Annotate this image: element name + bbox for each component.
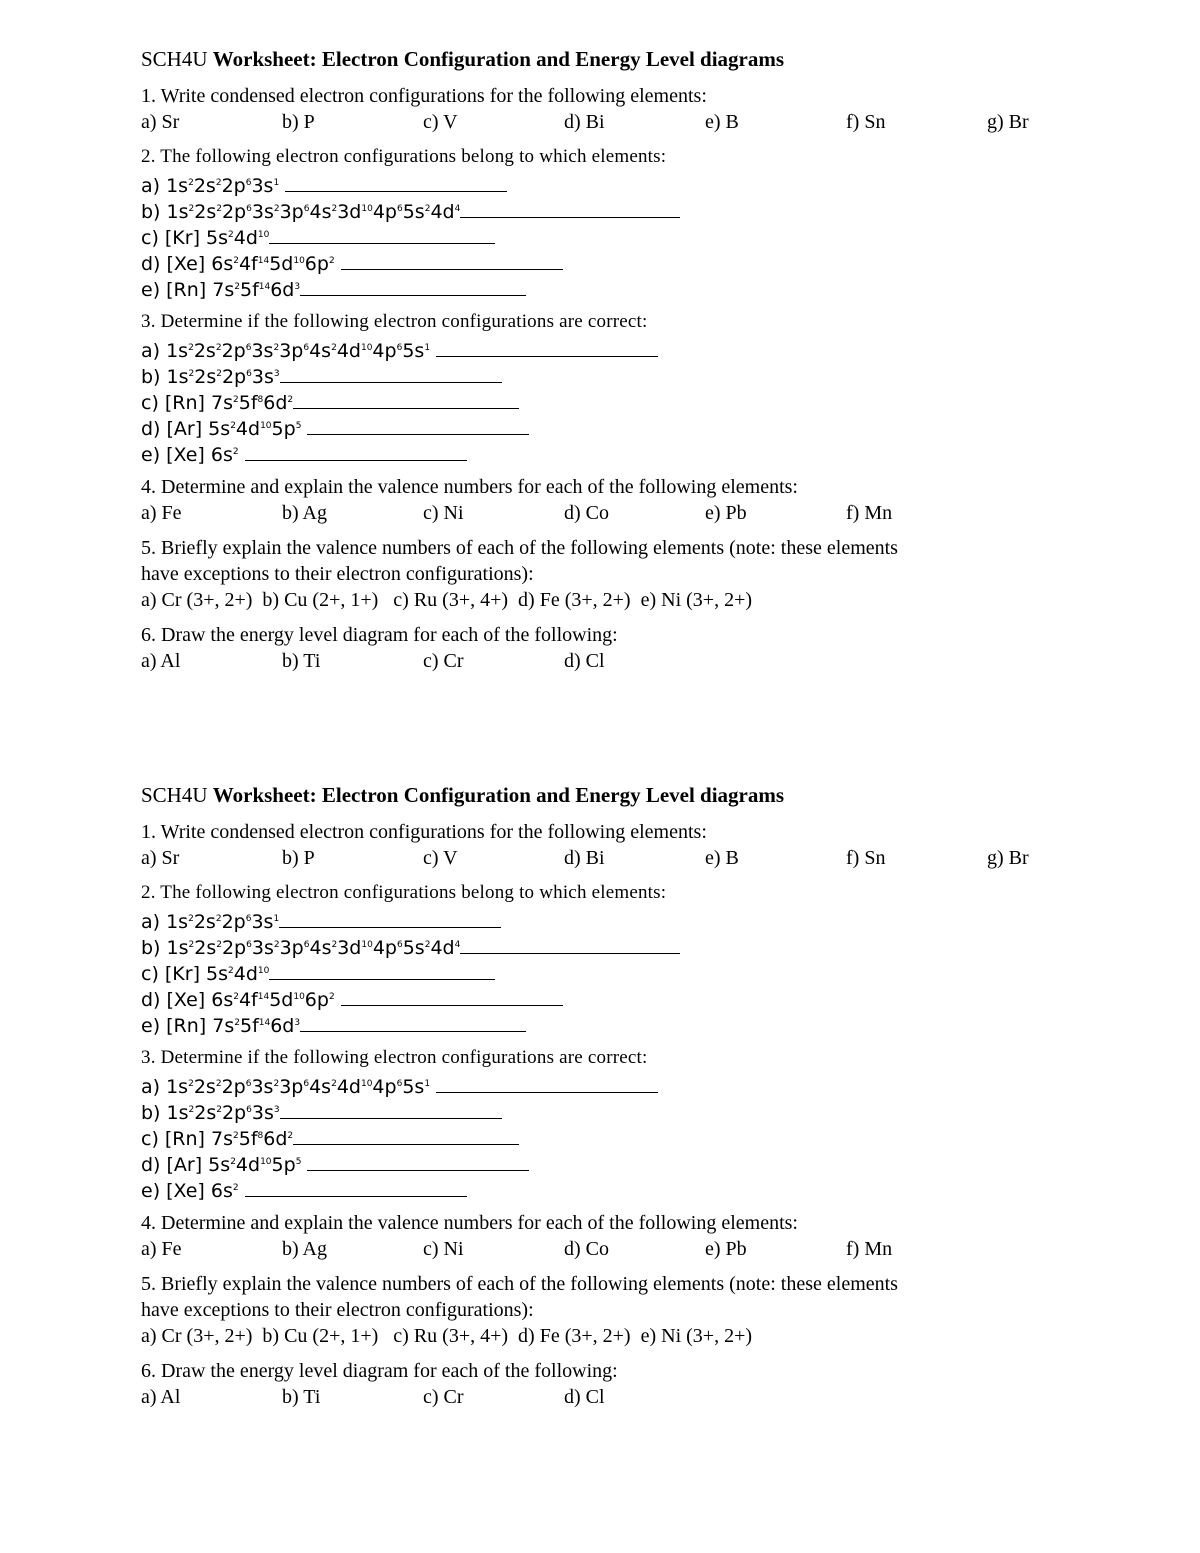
- superscript-count: 6: [245, 1079, 252, 1089]
- element-item: e) Pb: [705, 502, 747, 524]
- superscript-count: 2: [188, 204, 195, 214]
- question-6-elements: [141, 1384, 1101, 1410]
- orbital-label: 2s: [194, 1102, 217, 1124]
- superscript-count: 2: [328, 992, 335, 1002]
- superscript-count: 2: [188, 1105, 195, 1115]
- orbital-label: 5s: [402, 1076, 425, 1098]
- config-line: [141, 413, 1101, 439]
- superscript-count: 3: [273, 1105, 280, 1115]
- superscript-count: 2: [233, 256, 239, 266]
- orbital-label: 3s: [251, 201, 274, 223]
- orbital-label: 5f: [238, 1128, 258, 1150]
- superscript-count: 6: [245, 343, 252, 353]
- superscript-count: 6: [303, 204, 310, 214]
- orbital-label: 5d: [269, 989, 294, 1011]
- config-line: [141, 984, 1101, 1010]
- superscript-count: 10: [361, 940, 373, 950]
- orbital-label: 5p: [271, 418, 296, 440]
- superscript-count: 2: [328, 256, 335, 266]
- orbital-label: 4p: [372, 340, 397, 362]
- question-4-text: 4. Determine and explain the valence numbers for each of the following elements:: [141, 476, 798, 498]
- orbital-label: d) [Ar] 5s: [141, 1154, 231, 1176]
- orbital-label: e) [Xe] 6s: [141, 1180, 233, 1202]
- orbital-label: 2p: [221, 366, 247, 388]
- orbital-label: 4d: [430, 937, 455, 959]
- orbital-label: 2s: [193, 911, 216, 933]
- superscript-count: 6: [246, 204, 252, 214]
- question-2-text: 2. The following electron configurations belong to which elements:: [141, 146, 667, 167]
- orbital-label: 6d: [270, 1015, 295, 1037]
- orbital-label: 3p: [279, 1076, 304, 1098]
- question-1-elements: [141, 109, 1101, 135]
- orbital-label: c) [Kr] 5s: [141, 227, 229, 249]
- answer-blank[interactable]: [341, 251, 563, 270]
- config-line: [141, 248, 1101, 274]
- question-2-text: 2. The following electron configurations belong to which elements:: [141, 882, 667, 903]
- superscript-count: 6: [303, 343, 310, 353]
- answer-blank[interactable]: [307, 1152, 529, 1171]
- answer-blank[interactable]: [436, 1074, 658, 1093]
- element-item: c) Cr: [423, 1386, 464, 1408]
- orbital-label: 3s: [251, 1102, 274, 1124]
- superscript-count: 4: [454, 940, 461, 950]
- config-line: [141, 1010, 1101, 1036]
- question-6-text: 6. Draw the energy level diagram for each of the following:: [141, 624, 618, 646]
- question-6-elements: [141, 648, 1101, 674]
- superscript-count: 8: [257, 1131, 264, 1141]
- question-5-text-cont: have exceptions to their electron configurations):: [141, 1299, 534, 1321]
- superscript-count: 2: [216, 369, 222, 379]
- element-item: c) Cr: [423, 650, 464, 672]
- orbital-label: 5s: [402, 937, 425, 959]
- superscript-count: 10: [361, 204, 373, 214]
- element-item: f) Sn: [846, 847, 886, 869]
- superscript-count: 2: [188, 178, 194, 188]
- config-line: [141, 196, 1101, 222]
- superscript-count: 2: [331, 940, 338, 950]
- superscript-count: 10: [293, 992, 305, 1002]
- superscript-count: 2: [188, 940, 195, 950]
- orbital-label: e) [Xe] 6s: [141, 444, 233, 466]
- question-5-text: 5. Briefly explain the valence numbers of each of the following elements (note: these elements: [141, 1273, 898, 1295]
- element-item: c) V: [423, 111, 458, 133]
- superscript-count: 1: [424, 343, 431, 353]
- config-line: [141, 906, 1101, 932]
- superscript-count: 2: [215, 343, 222, 353]
- orbital-label: 4f: [238, 253, 258, 275]
- question-1-elements: [141, 845, 1101, 871]
- superscript-count: 6: [303, 1079, 310, 1089]
- superscript-count: 10: [257, 966, 270, 976]
- superscript-count: 2: [273, 204, 280, 214]
- answer-blank[interactable]: [436, 338, 658, 357]
- superscript-count: 2: [233, 395, 239, 405]
- element-item: f) Mn: [846, 1238, 893, 1260]
- orbital-label: 6d: [270, 279, 295, 301]
- answer-blank[interactable]: [245, 442, 467, 461]
- orbital-label: 2p: [221, 937, 247, 959]
- orbital-label: 2s: [193, 340, 216, 362]
- orbital-label: b) 1s: [141, 1102, 189, 1124]
- element-item: c) V: [423, 847, 458, 869]
- superscript-count: 6: [246, 1105, 252, 1115]
- element-item: d) Cl: [564, 650, 605, 672]
- superscript-count: 10: [360, 343, 373, 353]
- orbital-label: c) [Rn] 7s: [141, 392, 233, 414]
- orbital-label: b) 1s: [141, 201, 189, 223]
- element-item: a) Al: [141, 650, 181, 672]
- orbital-label: 2s: [194, 201, 217, 223]
- superscript-count: 2: [228, 966, 234, 976]
- orbital-label: d) [Ar] 5s: [141, 418, 231, 440]
- answer-blank[interactable]: [269, 225, 495, 244]
- orbital-label: 4p: [372, 201, 397, 223]
- orbital-label: 2p: [221, 340, 246, 362]
- orbital-label: 4d: [336, 1076, 361, 1098]
- orbital-label: a) 1s: [141, 1076, 189, 1098]
- answer-blank[interactable]: [300, 277, 526, 296]
- element-item: c) Ni: [423, 502, 464, 524]
- orbital-label: 4p: [372, 1076, 397, 1098]
- element-item: a) Fe: [141, 502, 182, 524]
- superscript-count: 1: [424, 1079, 431, 1089]
- orbital-label: b) 1s: [141, 937, 189, 959]
- orbital-label: 4d: [235, 1154, 261, 1176]
- superscript-count: 6: [246, 369, 252, 379]
- orbital-label: 5f: [238, 392, 258, 414]
- superscript-count: 6: [396, 204, 403, 214]
- orbital-label: 3p: [279, 937, 304, 959]
- orbital-label: 6d: [263, 392, 288, 414]
- element-item: b) Ag: [282, 1238, 327, 1260]
- element-item: b) Ti: [282, 650, 321, 672]
- superscript-count: 2: [273, 940, 280, 950]
- worksheet-title: SCH4U Worksheet: Electron Configuration and Energy Level diagrams: [141, 47, 785, 71]
- answer-blank[interactable]: [280, 364, 502, 383]
- orbital-label: 2p: [221, 175, 246, 197]
- superscript-count: 2: [331, 204, 338, 214]
- orbital-label: 3s: [251, 340, 274, 362]
- superscript-count: 8: [257, 395, 264, 405]
- orbital-label: 4d: [235, 418, 261, 440]
- superscript-count: 10: [260, 1157, 272, 1167]
- config-line: [141, 1071, 1101, 1097]
- orbital-label: e) [Rn] 7s: [141, 1015, 235, 1037]
- element-item: c) Ni: [423, 1238, 464, 1260]
- question-5-elements: a) Cr (3+, 2+) b) Cu (2+, 1+) c) Ru (3+, 4+) d) Fe (3+, 2+) e) Ni (3+, 2+): [141, 1325, 753, 1347]
- orbital-label: 2p: [221, 1102, 247, 1124]
- orbital-label: 4p: [372, 937, 397, 959]
- worksheet-copy-1: [141, 44, 1101, 674]
- question-5-text-cont: have exceptions to their electron configurations):: [141, 563, 534, 585]
- superscript-count: 3: [294, 282, 301, 292]
- answer-blank[interactable]: [279, 909, 501, 928]
- superscript-count: 2: [216, 1105, 222, 1115]
- orbital-label: c) [Kr] 5s: [141, 963, 229, 985]
- superscript-count: 2: [233, 992, 239, 1002]
- orbital-label: d) [Xe] 6s: [141, 989, 234, 1011]
- config-line: [141, 170, 1101, 196]
- element-item: b) Ag: [282, 502, 327, 524]
- answer-blank[interactable]: [341, 987, 563, 1006]
- superscript-count: 2: [228, 230, 234, 240]
- answer-blank[interactable]: [300, 1013, 526, 1032]
- orbital-label: 3s: [251, 366, 274, 388]
- superscript-count: 14: [258, 282, 271, 292]
- superscript-count: 2: [233, 1131, 239, 1141]
- superscript-count: 6: [303, 940, 310, 950]
- question-5-elements: a) Cr (3+, 2+) b) Cu (2+, 1+) c) Ru (3+, 4+) d) Fe (3+, 2+) e) Ni (3+, 2+): [141, 589, 753, 611]
- orbital-label: 2s: [194, 366, 217, 388]
- orbital-label: 4s: [309, 1076, 332, 1098]
- superscript-count: 2: [331, 343, 337, 353]
- superscript-count: 10: [257, 230, 270, 240]
- orbital-label: 3d: [337, 937, 362, 959]
- question-3-text: 3. Determine if the following electron configurations are correct:: [141, 311, 648, 332]
- config-line: [141, 335, 1101, 361]
- superscript-count: 3: [273, 369, 280, 379]
- element-item: b) Ti: [282, 1386, 321, 1408]
- answer-blank[interactable]: [285, 173, 507, 192]
- config-line: [141, 1149, 1101, 1175]
- element-item: e) B: [705, 111, 739, 133]
- config-line: [141, 387, 1101, 413]
- superscript-count: 2: [273, 1079, 280, 1089]
- answer-blank[interactable]: [460, 199, 680, 218]
- orbital-label: 4s: [309, 340, 332, 362]
- answer-blank[interactable]: [245, 1178, 467, 1197]
- superscript-count: 2: [424, 940, 431, 950]
- superscript-count: 2: [215, 1079, 222, 1089]
- question-1-text: 1. Write condensed electron configurations for the following elements:: [141, 821, 707, 843]
- question-3-text: 3. Determine if the following electron configurations are correct:: [141, 1047, 648, 1068]
- orbital-label: 3d: [337, 201, 362, 223]
- superscript-count: 10: [360, 1079, 373, 1089]
- superscript-count: 2: [424, 204, 431, 214]
- config-line: [141, 1175, 1101, 1201]
- answer-blank[interactable]: [293, 390, 519, 409]
- superscript-count: 2: [230, 1157, 236, 1167]
- superscript-count: 2: [232, 1183, 239, 1193]
- orbital-label: 4s: [309, 201, 332, 223]
- element-item: d) Bi: [564, 847, 605, 869]
- orbital-label: 2p: [221, 201, 247, 223]
- superscript-count: 6: [245, 178, 252, 188]
- superscript-count: 6: [396, 940, 403, 950]
- orbital-label: 4f: [238, 989, 258, 1011]
- superscript-count: 5: [295, 1157, 302, 1167]
- superscript-count: 14: [258, 1018, 271, 1028]
- superscript-count: 2: [230, 421, 236, 431]
- superscript-count: 6: [396, 1079, 403, 1089]
- superscript-count: 10: [260, 421, 272, 431]
- orbital-label: 5p: [271, 1154, 296, 1176]
- element-item: g) Br: [987, 847, 1029, 869]
- question-6-text: 6. Draw the energy level diagram for each of the following:: [141, 1360, 618, 1382]
- config-line: [141, 958, 1101, 984]
- answer-blank[interactable]: [280, 1100, 502, 1119]
- orbital-label: 2s: [193, 1076, 216, 1098]
- superscript-count: 14: [257, 256, 270, 266]
- superscript-count: 3: [294, 1018, 301, 1028]
- orbital-label: 2s: [193, 175, 216, 197]
- orbital-label: 4d: [430, 201, 455, 223]
- element-item: g) Br: [987, 111, 1029, 133]
- orbital-label: 3s: [251, 1076, 274, 1098]
- element-item: a) Fe: [141, 1238, 182, 1260]
- superscript-count: 2: [188, 1079, 194, 1089]
- superscript-count: 2: [234, 282, 240, 292]
- superscript-count: 2: [287, 395, 294, 405]
- orbital-label: 3p: [279, 340, 304, 362]
- orbital-label: 2p: [221, 1076, 246, 1098]
- question-4-elements: [141, 500, 1101, 526]
- question-1-text: 1. Write condensed electron configurations for the following elements:: [141, 85, 707, 107]
- config-line: [141, 222, 1101, 248]
- superscript-count: 2: [215, 178, 222, 188]
- orbital-label: 6p: [304, 253, 329, 275]
- answer-blank[interactable]: [269, 961, 495, 980]
- orbital-label: 6p: [304, 989, 329, 1011]
- question-4-text: 4. Determine and explain the valence numbers for each of the following elements:: [141, 1212, 798, 1234]
- question-4-elements: [141, 1236, 1101, 1262]
- element-item: d) Cl: [564, 1386, 605, 1408]
- orbital-label: a) 1s: [141, 911, 189, 933]
- superscript-count: 2: [331, 1079, 337, 1089]
- worksheet-copy-2: [141, 780, 1101, 1410]
- superscript-count: 6: [396, 343, 403, 353]
- superscript-count: 2: [188, 914, 194, 924]
- orbital-label: 4s: [309, 937, 332, 959]
- orbital-label: e) [Rn] 7s: [141, 279, 235, 301]
- orbital-label: 5s: [402, 201, 425, 223]
- orbital-label: 5f: [239, 279, 259, 301]
- orbital-label: 5f: [239, 1015, 259, 1037]
- orbital-label: a) 1s: [141, 340, 189, 362]
- element-item: a) Al: [141, 1386, 181, 1408]
- orbital-label: 2s: [194, 937, 217, 959]
- element-item: a) Sr: [141, 847, 180, 869]
- orbital-label: 5d: [269, 253, 294, 275]
- orbital-label: 3s: [251, 175, 274, 197]
- orbital-label: 4d: [233, 963, 258, 985]
- superscript-count: 14: [257, 992, 270, 1002]
- element-item: b) P: [282, 847, 315, 869]
- superscript-count: 2: [188, 343, 194, 353]
- worksheet-title: SCH4U Worksheet: Electron Configuration and Energy Level diagrams: [141, 783, 785, 807]
- answer-blank[interactable]: [460, 935, 680, 954]
- element-item: f) Mn: [846, 502, 893, 524]
- superscript-count: 4: [454, 204, 461, 214]
- orbital-label: 5s: [402, 340, 425, 362]
- config-line: [141, 1123, 1101, 1149]
- orbital-label: b) 1s: [141, 366, 189, 388]
- superscript-count: 1: [273, 178, 280, 188]
- orbital-label: d) [Xe] 6s: [141, 253, 234, 275]
- superscript-count: 2: [273, 343, 280, 353]
- superscript-count: 2: [287, 1131, 294, 1141]
- config-line: [141, 1097, 1101, 1123]
- superscript-count: 2: [215, 914, 222, 924]
- orbital-label: 4d: [233, 227, 258, 249]
- orbital-label: 4d: [336, 340, 361, 362]
- config-line: [141, 439, 1101, 465]
- element-item: d) Bi: [564, 111, 605, 133]
- orbital-label: 3s: [251, 937, 274, 959]
- config-line: [141, 274, 1101, 300]
- orbital-label: 3p: [279, 201, 304, 223]
- orbital-label: 3s: [251, 911, 274, 933]
- answer-blank[interactable]: [293, 1126, 519, 1145]
- superscript-count: 1: [273, 914, 280, 924]
- superscript-count: 2: [216, 940, 222, 950]
- superscript-count: 10: [293, 256, 305, 266]
- config-line: [141, 361, 1101, 387]
- orbital-label: a) 1s: [141, 175, 189, 197]
- superscript-count: 6: [246, 940, 252, 950]
- config-line: [141, 932, 1101, 958]
- orbital-label: 2p: [221, 911, 246, 933]
- superscript-count: 2: [188, 369, 195, 379]
- element-item: e) Pb: [705, 1238, 747, 1260]
- element-item: d) Co: [564, 1238, 609, 1260]
- element-item: d) Co: [564, 502, 609, 524]
- question-5-text: 5. Briefly explain the valence numbers of each of the following elements (note: these elements: [141, 537, 898, 559]
- superscript-count: 2: [216, 204, 222, 214]
- answer-blank[interactable]: [307, 416, 529, 435]
- element-item: b) P: [282, 111, 315, 133]
- element-item: f) Sn: [846, 111, 886, 133]
- element-item: a) Sr: [141, 111, 180, 133]
- superscript-count: 6: [245, 914, 252, 924]
- superscript-count: 5: [295, 421, 302, 431]
- superscript-count: 2: [232, 447, 239, 457]
- orbital-label: c) [Rn] 7s: [141, 1128, 233, 1150]
- element-item: e) B: [705, 847, 739, 869]
- superscript-count: 2: [234, 1018, 240, 1028]
- orbital-label: 6d: [263, 1128, 288, 1150]
